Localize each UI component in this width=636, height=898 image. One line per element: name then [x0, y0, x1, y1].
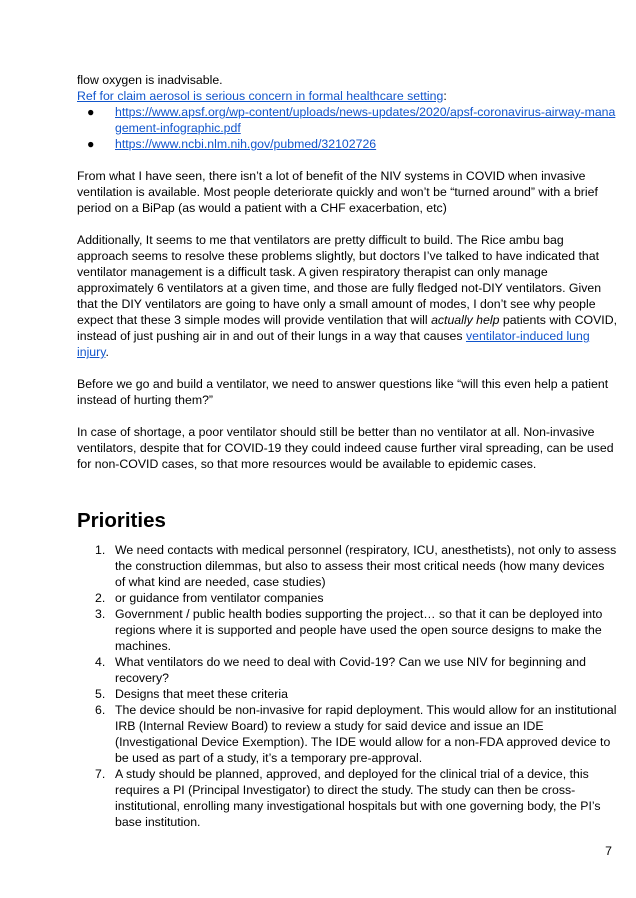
priority-text: Government / public health bodies supporting the project… so that it can be deployed into regions where it is supported and people have used the open source designs to make the machines.: [115, 607, 603, 653]
reference-colon: :: [443, 89, 447, 103]
priorities-heading: Priorities: [77, 509, 166, 532]
priority-text: The device should be non-invasive for rapid deployment. This would allow for an institutional IRB (Internal Review Board) to review a study for said device and issue an IDE (Investigational Device Exemption). The IDE would allow for a non-FDA approved device to be used as part of a study, it’s a temporary pre-approval.: [115, 703, 617, 765]
priorities-list: [77, 542, 617, 830]
paragraph-niv-benefit: From what I have seen, there isn’t a lot of benefit of the NIV systems in COVID when invasive ventilation is available. Most people deteriorate quickly and won’t be “turned around” with a brief period on a BiPap (as would a patient with a CHF exacerbation, etc): [77, 169, 598, 215]
paragraph-end: .: [105, 345, 109, 359]
reference-url-ncbi[interactable]: https://www.ncbi.nlm.nih.gov/pubmed/32102726: [115, 137, 377, 151]
reference-line: [77, 88, 617, 104]
priority-text: A study should be planned, approved, and deployed for the clinical trial of a device, this requires a PI (Principal Investigator) to direct the study. The study can then be cross-institutional, enrolling many investigational hospitals but with one governing body, the PI’s base institution.: [115, 767, 601, 829]
priority-item: [77, 766, 617, 830]
reference-item: [77, 104, 617, 136]
priority-text: or guidance from ventilator companies: [115, 591, 324, 605]
priority-item: [77, 686, 617, 702]
priority-number: 4.: [95, 655, 106, 669]
priority-item: [77, 542, 617, 590]
priority-text: Designs that meet these criteria: [115, 687, 288, 701]
paragraph-ventilator-difficulty: [77, 232, 617, 360]
emphasis-text: actually help: [431, 313, 500, 327]
reference-url-apsf[interactable]: https://www.apsf.org/wp-content/uploads/news-updates/2020/apsf-coronavirus-airway-management-infographic.pdf: [115, 105, 616, 135]
priority-number: 2.: [95, 591, 106, 605]
priority-text: We need contacts with medical personnel (respiratory, ICU, anesthetists), not only to assess the construction dilemmas, but also to assess their most critical needs (how many devices of what kind are needed, case studies): [115, 543, 617, 589]
bullet-icon: ●: [87, 105, 95, 119]
vili-link[interactable]: ventilator-induced lung injury: [77, 329, 590, 359]
continuation-text: flow oxygen is inadvisable.: [77, 73, 223, 87]
paragraph-text: patients with COVID, instead of just pushing air in and out of their lungs in a way that causes: [77, 313, 617, 343]
priority-number: 5.: [95, 687, 106, 701]
reference-link[interactable]: Ref for claim aerosol is serious concern in formal healthcare setting: [77, 89, 444, 103]
priority-number: 3.: [95, 607, 106, 621]
priority-number: 6.: [95, 703, 106, 717]
bullet-icon: ●: [87, 137, 95, 151]
priority-text: What ventilators do we need to deal with Covid-19? Can we use NIV for beginning and recovery?: [115, 655, 586, 685]
priority-item: [77, 590, 617, 606]
page-number: 7: [605, 844, 612, 858]
priority-number: 7.: [95, 767, 106, 781]
priority-item: [77, 654, 617, 686]
priority-item: [77, 606, 617, 654]
priority-number: 1.: [95, 543, 106, 557]
priority-item: [77, 702, 617, 766]
paragraph-shortage: In case of shortage, a poor ventilator should still be better than no ventilator at all. Non-invasive ventilators, despite that for COVID-19 they could indeed cause further viral spreading, can be used for non-COVID cases, so that more resources would be available to epidemic cases.: [77, 425, 614, 471]
reference-list: [77, 104, 617, 152]
paragraph-questions: Before we go and build a ventilator, we need to answer questions like “will this even help a patient instead of hurting them?”: [77, 377, 609, 407]
paragraph-text: Additionally, It seems to me that ventilators are pretty difficult to build. The Rice ambu bag approach seems to resolve these problems slightly, but doctors I’ve talked to have indicated that ventilator management is a difficult task. A given respiratory therapist can only manage approximately 6 ventilators at a given time, and those are fully fledged not-DIY ventilators. Given that the DIY ventilators are going to have only a small amount of modes, I don’t see why people expect that these 3 simple modes will provide ventilation that will: [77, 233, 602, 327]
document-body: [77, 72, 617, 830]
reference-item: [77, 136, 617, 152]
